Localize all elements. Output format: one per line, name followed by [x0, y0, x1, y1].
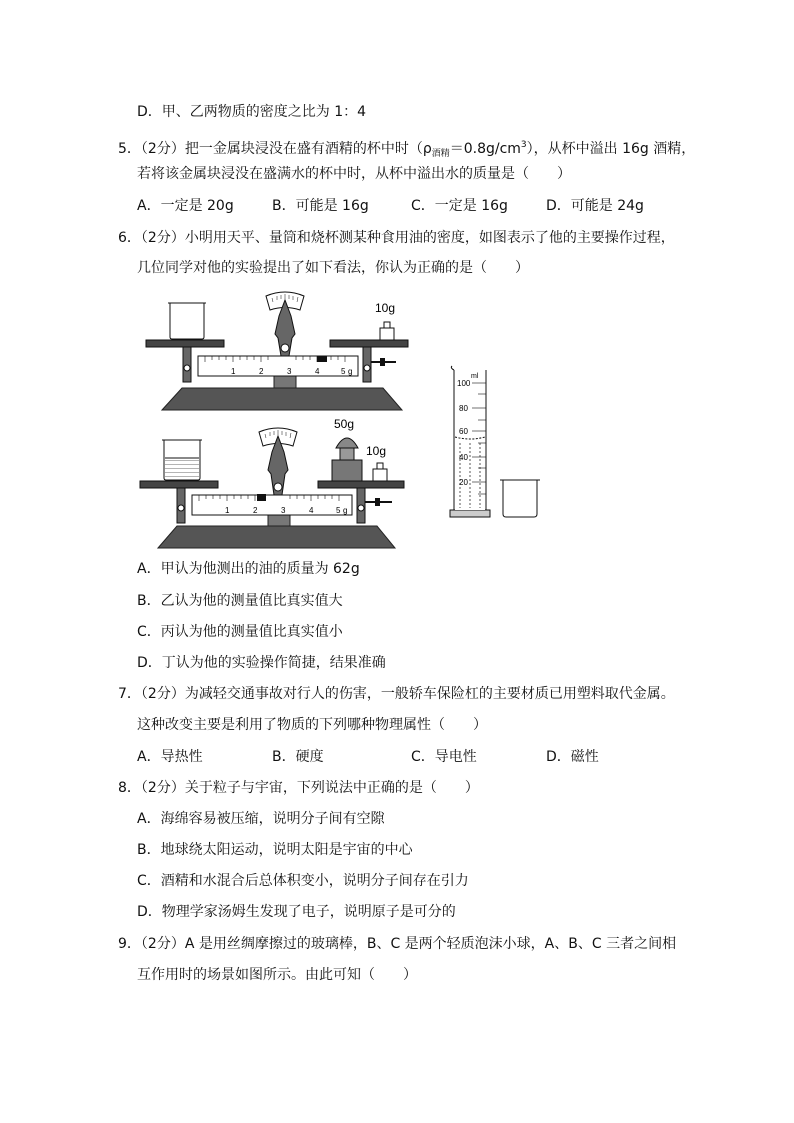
tick-1: 1 — [231, 367, 236, 376]
q7-option-b: B．硬度 — [272, 749, 324, 765]
q8-stem: 8．（2分）关于粒子与宇宙，下列说法中正确的是（ ） — [118, 780, 479, 796]
tick-unit: g — [348, 367, 353, 376]
q5-stem-part3: ），从杯中溢出 16g 酒精， — [526, 141, 696, 157]
q8-option-d: D．物理学家汤姆生发现了电子，说明原子是可分的 — [137, 904, 456, 920]
bottom-weight-10g-label: 10g — [366, 444, 387, 458]
q5-stem-part1: 5．（2分）把一金属块浸没在盛有酒精的杯中时（ρ — [118, 141, 432, 157]
q6-option-a: A．甲认为他测出的油的质量为 62g — [137, 561, 360, 577]
cyl-tick-80: 80 — [459, 404, 468, 413]
unit-superscript: 3 — [520, 140, 527, 150]
q5-stem-part2: ＝0.8g/cm — [449, 141, 521, 157]
q9-stem-line1: 9．（2分）A 是用丝绸摩擦过的玻璃棒，B、C 是两个轻质泡沫小球，A、B、C 三者之间相 — [118, 936, 677, 952]
cyl-tick-20: 20 — [459, 478, 468, 487]
q5-option-c: C．一定是 16g — [411, 198, 508, 214]
q6-figure — [0, 0, 794, 560]
q6-option-d: D．丁认为他的实验操作简捷，结果准确 — [137, 655, 386, 671]
tick-5: 5 — [341, 367, 346, 376]
empty-beaker-right — [503, 480, 537, 517]
rho-subscript: 酒精 — [431, 149, 450, 159]
q6-option-c: C．丙认为他的测量值比真实值小 — [137, 624, 343, 640]
tick-2-b: 2 — [253, 506, 258, 515]
q7-stem-line2: 这种改变主要是利用了物质的下列哪种物理属性（ ） — [137, 717, 487, 733]
tick-2: 2 — [259, 367, 264, 376]
tick-4-b: 4 — [309, 506, 314, 515]
q8-option-b: B．地球绕太阳运动，说明太阳是宇宙的中心 — [137, 842, 413, 858]
q8-option-c: C．酒精和水混合后总体积变小，说明分子间存在引力 — [137, 873, 469, 889]
q6-option-b: B．乙认为他的测量值比真实值大 — [137, 593, 343, 609]
q7-option-d: D．磁性 — [546, 749, 599, 765]
q7-option-a: A．导热性 — [137, 749, 203, 765]
q8-option-a: A．海绵容易被压缩，说明分子间有空隙 — [137, 811, 385, 827]
tick-3-b: 3 — [281, 506, 286, 515]
tick-1-b: 1 — [225, 506, 230, 515]
q7-option-c: C．导电性 — [411, 749, 477, 765]
q5-option-d: D．可能是 24g — [546, 198, 644, 214]
bottom-weight-50g-label: 50g — [334, 417, 355, 431]
q5-option-b: B．可能是 16g — [272, 198, 369, 214]
tick-4: 4 — [315, 367, 320, 376]
tick-5-b: 5 — [336, 506, 341, 515]
balance-bottom — [140, 417, 404, 548]
tick-3: 3 — [287, 367, 292, 376]
balance-top — [146, 292, 408, 410]
q9-stem-line2: 互作用时的场景如图所示。由此可知（ ） — [137, 967, 417, 983]
top-weight-label: 10g — [375, 301, 396, 315]
q7-stem-line1: 7．（2分）为减轻交通事故对行人的伤害，一般轿车保险杠的主要材质已用塑料取代金属。 — [118, 686, 675, 702]
cylinder-unit: ml — [471, 373, 479, 380]
cyl-tick-100: 100 — [457, 379, 471, 388]
q6-stem-line2: 几位同学对他的实验提出了如下看法，你认为正确的是（ ） — [137, 260, 529, 276]
q4-option-d: D．甲、乙两物质的密度之比为 1：4 — [137, 104, 367, 120]
q5-option-a: A．一定是 20g — [137, 198, 234, 214]
tick-unit-b: g — [343, 506, 348, 515]
cyl-tick-40: 40 — [459, 453, 468, 462]
q5-stem-line2: 若将该金属块浸没在盛满水的杯中时，从杯中溢出水的质量是（ ） — [137, 166, 571, 182]
q6-stem-line1: 6．（2分）小明用天平、量筒和烧杯测某种食用油的密度，如图表示了他的主要操作过程， — [118, 230, 675, 246]
cyl-tick-60: 60 — [459, 427, 468, 436]
graduated-cylinder — [450, 366, 490, 517]
